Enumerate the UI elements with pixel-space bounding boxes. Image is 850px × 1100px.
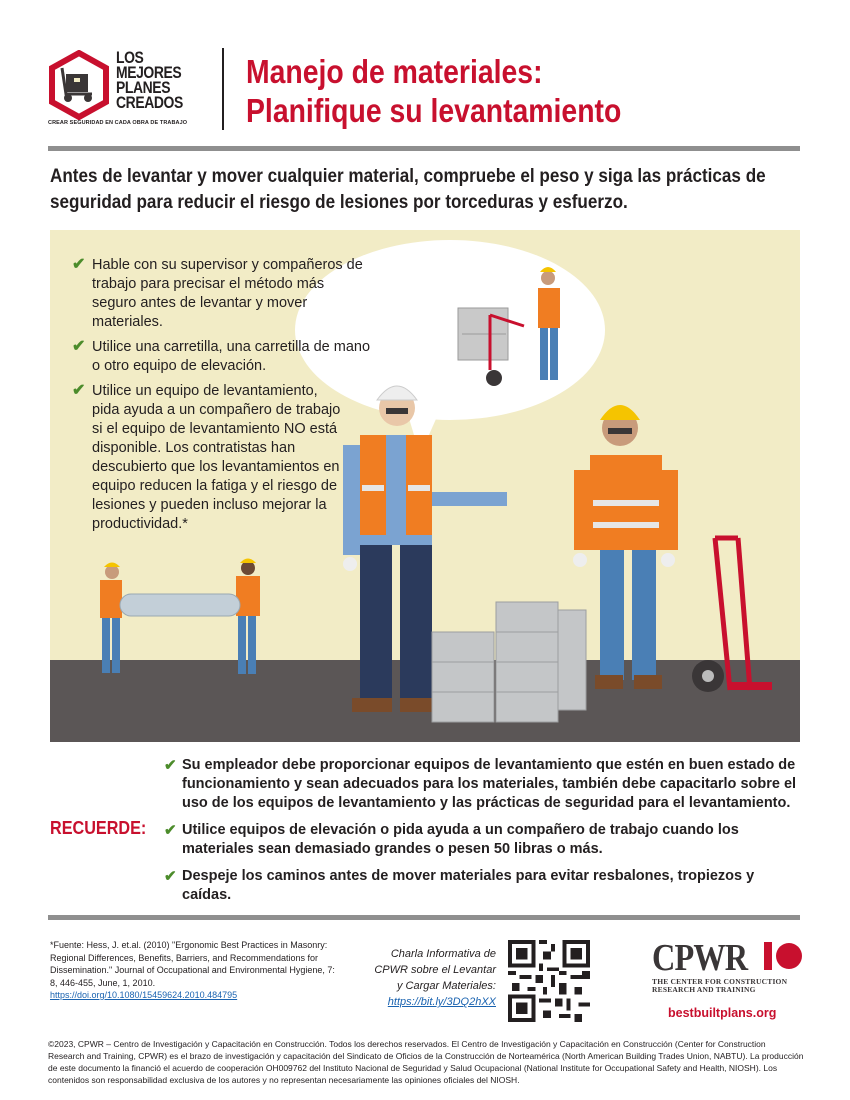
- qr-code-icon[interactable]: [508, 940, 590, 1022]
- checkmark-icon: ✔: [72, 256, 86, 273]
- cpwr-wordmark: CPWR: [652, 937, 748, 979]
- charla-line: y Cargar Materiales:: [396, 980, 496, 992]
- list-item: [72, 338, 372, 376]
- toolbox-talk-link[interactable]: https://bit.ly/3DQ2hXX: [387, 996, 496, 1008]
- list-item: [164, 756, 804, 813]
- charla-line: Charla Informativa de: [390, 948, 496, 960]
- logo-line: CREADOS: [116, 93, 183, 112]
- bottom-rule: [48, 915, 800, 920]
- team-lift-workers: [100, 559, 260, 675]
- checkmark-icon: ✔: [164, 757, 177, 774]
- cpwr-logo: [650, 938, 802, 998]
- website-link[interactable]: bestbuiltplans.org: [668, 1006, 777, 1020]
- logo-wordmark: [116, 50, 198, 110]
- cpwr-mark-icon: [764, 940, 802, 972]
- bullet-text: Hable con su supervisor y compañeros de trabajo para precisar el método más seguro antes de levantar y mover materiales.: [92, 257, 363, 330]
- top-rule: [48, 146, 800, 151]
- checkmark-icon: ✔: [72, 338, 86, 355]
- bullet-text: Utilice una carretilla, una carretilla de mano o otro equipo de elevación.: [92, 339, 371, 374]
- logo-line: PLANES: [116, 78, 171, 97]
- legal-notice: ©2023, CPWR – Centro de Investigación y Capacitación en Construcción. Todos los derechos reservados. El Centro de Investigación y Capacitación en Construcción (Center for Construction Research and Training, CPWR) es el brazo de investigación y capacitación del Sindicato de Oficios de la Construcción de Norteamérica (North American Building Trades Union, NABTU). La producción de este documento la financió el acuerdo de cooperación OH009762 del Instituto Nacional de Seguridad y Salud Ocupacional (National Institute for Occupational Safety and Health, NIOSH). Los contenidos son responsabilidad exclusiva de los autores y no representan necesariamente las opiniones oficiales del NIOSH.: [48, 1039, 804, 1085]
- citation-text: *Fuente: Hess, J. et.al. (2010) "Ergonomic Best Practices in Masonry: Regional Differences, Benefits, Barriers, and Recommendations for Dissemination." Journal of Occupational and Environmental Hygiene, 7: 8, 446-455, June, 1, 2010.: [50, 940, 335, 988]
- best-built-plans-logo: [48, 46, 208, 132]
- list-item: [72, 382, 342, 534]
- intro-text: [50, 164, 766, 216]
- logo-line: LOS: [116, 48, 144, 67]
- red-hand-truck: [692, 538, 772, 692]
- page-title: [246, 52, 621, 130]
- remember-text: Utilice equipos de elevación o pida ayuda a un compañero de trabajo cuando los materiales sean demasiado grandes o pesen 50 libras o más.: [182, 822, 739, 857]
- list-item: [164, 821, 804, 859]
- concrete-blocks: [432, 602, 586, 722]
- checkmark-icon: ✔: [164, 822, 177, 839]
- logo-tagline: CREAR SEGURIDAD EN CADA OBRA DE TRABAJO: [48, 120, 188, 126]
- logo-line: MEJORES: [116, 63, 182, 82]
- remember-text: Despeje los caminos antes de mover materiales para evitar resbalones, tropiezos y caídas.: [182, 868, 755, 903]
- checkmark-icon: ✔: [164, 868, 177, 885]
- remember-list: [164, 756, 804, 913]
- doi-link[interactable]: https://doi.org/10.1080/15459624.2010.484795: [50, 990, 238, 1000]
- toolbox-talk-note: [350, 946, 496, 1010]
- cpwr-subtitle-line: THE CENTER FOR CONSTRUCTION: [652, 977, 788, 986]
- panel-bullet-list: [72, 256, 372, 540]
- bullet-text: Utilice un equipo de levantamiento, pida ayuda a un compañero de trabajo si el equipo de levantamiento NO está disponible. Los contratistas han descubierto que los levantamientos en equipo reducen la fatiga y el riesgo de lesiones y pueden incluso mejorar la productividad.*: [92, 383, 341, 532]
- remember-text: Su empleador debe proporcionar equipos de levantamiento que estén en buen estado de funcionamiento y sean adecuados para los materiales, también debe capacitarlo sobre el uso de los equipos de levantamiento y las prácticas de seguridad para el levantamiento.: [182, 757, 797, 811]
- list-item: [164, 867, 804, 905]
- cpwr-subtitle: [652, 978, 787, 994]
- source-citation: [50, 939, 340, 1002]
- charla-line: CPWR sobre el Levantar: [374, 964, 496, 976]
- cpwr-subtitle-line: RESEARCH AND TRAINING: [652, 985, 756, 994]
- title-line: Manejo de materiales:: [246, 53, 543, 90]
- hand-truck-hexagon-icon: [48, 50, 110, 120]
- intro-line: seguridad para reducir el riesgo de lesiones por torceduras y esfuerzo.: [50, 192, 628, 213]
- list-item: [72, 256, 372, 332]
- female-worker-figure: [573, 405, 678, 689]
- remember-label: RECUERDE:: [50, 818, 147, 838]
- intro-line: Antes de levantar y mover cualquier material, compruebe el peso y siga las prácticas de: [50, 166, 766, 187]
- title-line: Planifique su levantamiento: [246, 92, 622, 129]
- header-divider: [222, 48, 224, 130]
- checkmark-icon: ✔: [72, 382, 86, 399]
